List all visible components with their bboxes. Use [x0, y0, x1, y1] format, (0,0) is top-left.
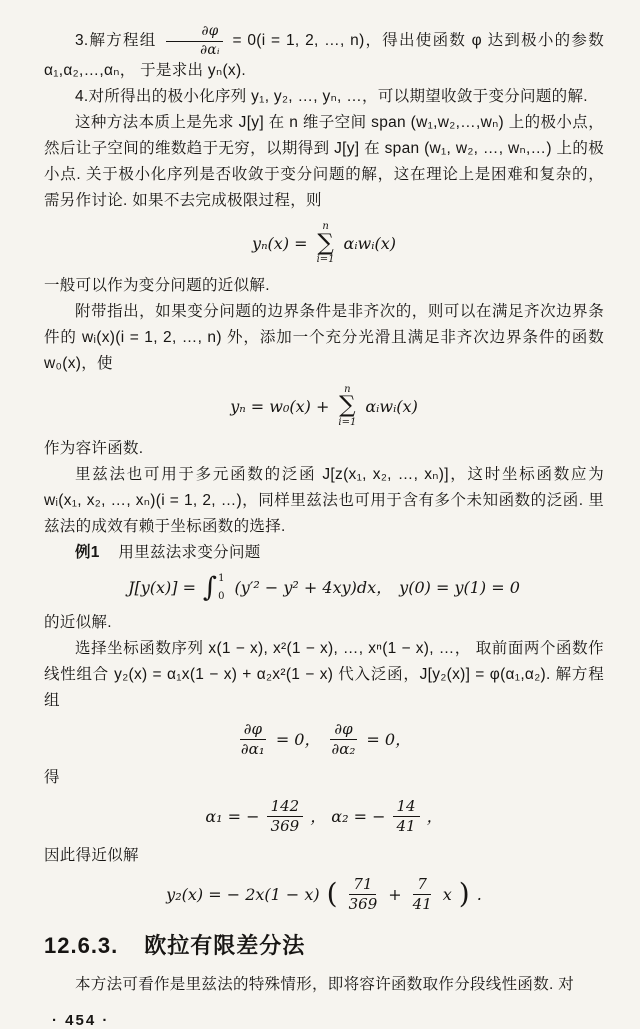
formula-rhs: αᵢwᵢ(x): [365, 396, 418, 416]
para-step3: [44, 24, 604, 84]
integral-icon: ∫: [203, 572, 218, 604]
fraction: [393, 798, 420, 836]
summation-symbol: [317, 221, 335, 266]
integral-symbol: [203, 573, 227, 603]
example-text: 用里兹法求变分问题: [118, 543, 261, 561]
integral-limits: [218, 573, 224, 603]
step3-text-line2: α₁,α₂,…,αₙ， 于是求出 yₙ(x).: [44, 62, 247, 80]
para-euler-intro: 本方法可看作是里兹法的特殊情形，即将容许函数取作分段线性函数. 对: [75, 976, 575, 994]
summation-symbol: [338, 384, 356, 429]
formula-lhs: yₙ = w₀(x) +: [230, 396, 330, 416]
fraction: [345, 876, 382, 914]
formula-functional-J: [44, 573, 604, 603]
step3-text-before: 3.解方程组: [75, 32, 157, 50]
para-example-intro: [44, 540, 604, 566]
formula-lhs: y₂(x) = − 2x(1 − x): [166, 884, 320, 904]
sum-lower-limit: i=1: [316, 254, 335, 266]
formula-partial-derivatives: [44, 721, 604, 759]
formula-tail: ，: [426, 807, 443, 827]
para-ritz-extension: 里兹法也可用于多元函数的泛函 J[z(x₁, x₂, …, xₙ)]，这时坐标函数应为 wᵢ(x₁, x₂, …, xₙ)(i = 1, 2, …)，同样里兹法也可用于含有多个未知函数的泛函. 里兹法的成效有赖于坐标函数的选择.: [44, 465, 604, 535]
para-coordinate-sequence: 选择坐标函数序列 x(1 − x), x²(1 − x), …, xⁿ(1 − x), …， 取前面两个函数作线性组合 y₂(x) = α₁x(1 − x) + α₂x²(1 − x) 代入泛函，J[y₂(x)] = φ(α₁,α₂). 解方程组: [44, 639, 604, 709]
sum-upper-limit: n: [322, 221, 329, 233]
fraction-numerator: 142: [267, 798, 304, 817]
para-approx-note: 一般可以作为变分问题的近似解.: [44, 276, 270, 294]
fraction-denominator: ∂αᵢ: [200, 41, 220, 58]
para-step4: 4.对所得出的极小化序列 y₁, y₂, …, yₙ, …，可以期望收敛于变分问题的解.: [75, 88, 588, 106]
page-number: · 454 ·: [52, 1012, 110, 1029]
close-paren: ): [458, 877, 470, 911]
sigma-icon: ∑: [317, 229, 334, 256]
fraction: [328, 721, 360, 759]
fraction-denominator: 41: [412, 894, 432, 913]
fraction-numerator: 14: [393, 798, 420, 817]
section-heading: [44, 929, 604, 960]
fraction-numerator: ∂φ: [330, 721, 356, 740]
section-number: 12.6.3.: [44, 933, 119, 959]
integral-lower-limit: 0: [218, 590, 225, 602]
para-admissible: 作为容许函数.: [44, 439, 144, 457]
example-label: 例1: [75, 543, 100, 561]
fraction-denominator: 369: [270, 817, 300, 836]
section-title: 欧拉有限差分法: [144, 933, 306, 959]
formula-yn-w0: [44, 384, 604, 429]
equals-zero: = 0，: [275, 729, 321, 749]
fraction-numerator: ∂φ: [240, 721, 266, 740]
fraction-numerator: 71: [349, 876, 376, 895]
fraction: [267, 798, 304, 836]
para-de: 得: [44, 769, 60, 787]
inline-fraction-dphi-dalpha: [165, 24, 224, 58]
plus-sign: +: [388, 884, 402, 904]
formula-boundary-conditions: y(0) = y(1) = 0: [399, 578, 520, 598]
fraction-numerator: 7: [413, 876, 431, 895]
fraction-denominator: 41: [396, 817, 416, 836]
sum-upper-limit: n: [344, 383, 351, 395]
alpha1-lead: α₁ = −: [205, 807, 260, 827]
equals-zero: = 0，: [366, 729, 412, 749]
fraction: [237, 721, 269, 759]
formula-alpha-values: [44, 798, 604, 836]
fraction-denominator: 369: [348, 894, 378, 913]
variable-x: x: [442, 884, 452, 904]
fraction-denominator: ∂α₁: [240, 739, 265, 758]
step3-text-after: = 0(i = 1, 2, …, n)，得出使函数 φ 达到极小的参数: [232, 32, 604, 50]
fraction: [409, 876, 436, 914]
sum-lower-limit: i=1: [338, 417, 357, 429]
formula-rhs: αᵢwᵢ(x): [343, 233, 396, 253]
formula-yn-series: [44, 221, 604, 266]
para-therefore: 因此得近似解: [44, 846, 139, 864]
formula-lhs: yₙ(x) =: [252, 233, 308, 253]
formula-lhs: J[y(x)] =: [128, 578, 197, 598]
sigma-icon: ∑: [339, 392, 356, 419]
para-approx-solution: 的近似解.: [44, 613, 112, 631]
open-paren: (: [326, 877, 338, 911]
fraction-denominator: ∂α₂: [331, 739, 356, 758]
alpha2-lead: ， α₂ = −: [310, 807, 386, 827]
formula-tail: .: [476, 884, 482, 904]
formula-integrand: (y′² − y² + 4xy)dx，: [234, 578, 393, 598]
para-nonhomogeneous: 附带指出，如果变分问题的边界条件是非齐次的，则可以在满足齐次边界条件的 wᵢ(x)(i = 1, 2, …, n) 外，添加一个充分光滑且满足非齐次边界条件的函数 w₀(x)，使: [44, 302, 604, 372]
integral-upper-limit: 1: [218, 572, 225, 584]
para-method-overview: 这种方法本质上是先求 J[y] 在 n 维子空间 span (w₁,w₂,…,wₙ) 上的极小点，然后让子空间的维数趋于无穷，以期得到 J[y] 在 span (w₁, w₂, …, wₙ,…) 上的极小点. 关于极小化序列是否收敛于变分问题的解，这在理论上是困难和复杂的，需另作讨论. 如果不去完成极限过程，则: [44, 114, 604, 210]
fraction-numerator: ∂φ: [166, 24, 222, 42]
formula-y2-solution: [44, 876, 604, 914]
